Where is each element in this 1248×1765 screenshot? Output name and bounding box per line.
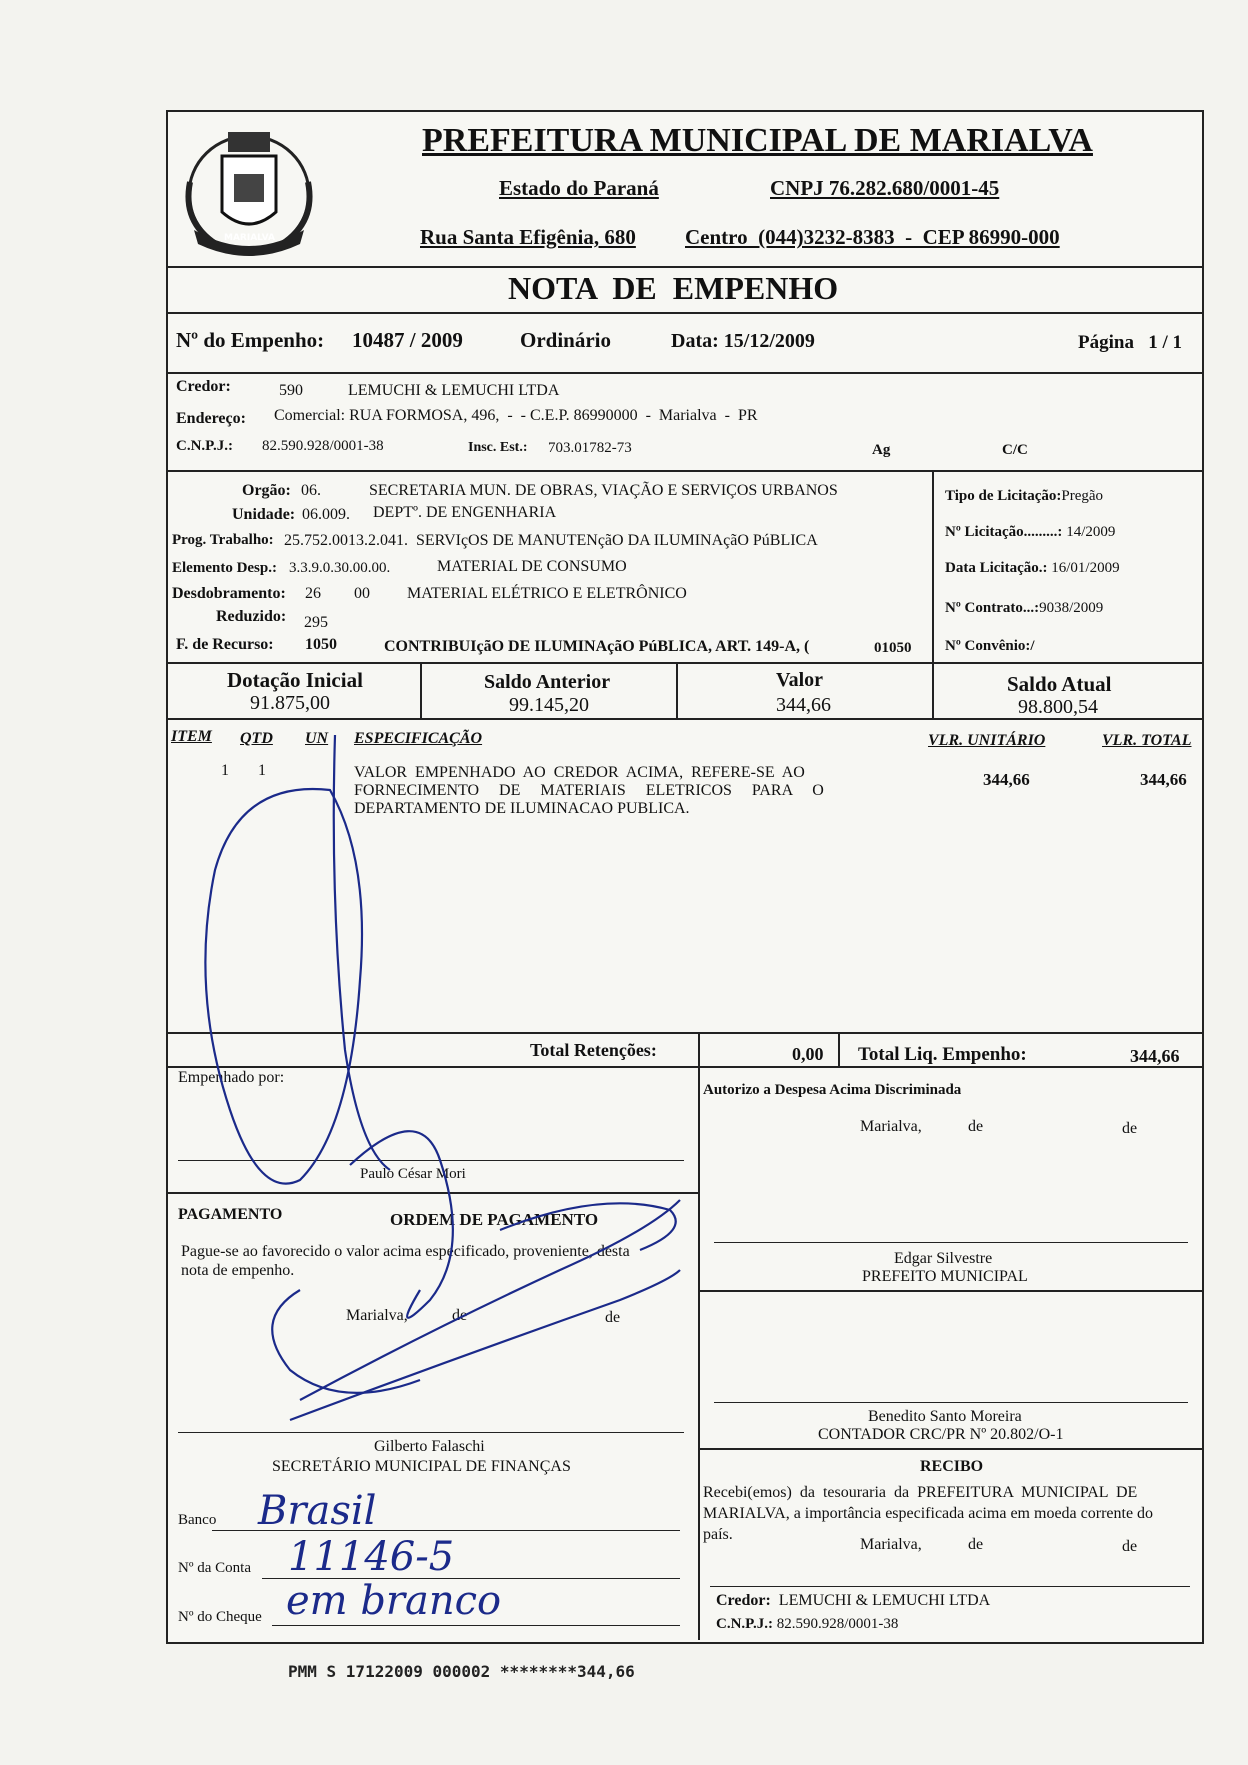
orgao-code: 06.	[301, 482, 321, 499]
elemento-label: Elemento Desp.:	[172, 560, 277, 576]
conta-handwritten: 11146-5	[288, 1534, 455, 1580]
elemento-name: MATERIAL DE CONSUMO	[437, 558, 627, 575]
item-desc-line3: DEPARTAMENTO DE ILUMINACAO PUBLICA.	[354, 800, 690, 817]
recibo-title: RECIBO	[920, 1458, 984, 1475]
cnpj-label: CNPJ 76.282.680/0001-45	[770, 176, 1000, 200]
recibo-text-1: Recebi(emos) da tesouraria da PREFEITURA MUNICIPAL DE	[703, 1484, 1138, 1501]
desdobramento-label: Desdobramento:	[172, 585, 286, 602]
conta-label: Nº da Conta	[178, 1560, 251, 1576]
page-title: PREFEITURA MUNICIPAL DE MARIALVA	[422, 122, 1093, 159]
saldo-anterior-value: 99.145,20	[509, 694, 589, 716]
recibo-de-2: de	[1122, 1538, 1138, 1555]
valor-value: 344,66	[776, 694, 831, 716]
empenho-date: Data: 15/12/2009	[671, 330, 815, 352]
pagamento-de-1: de	[452, 1307, 468, 1324]
col-qtd: QTD	[240, 730, 273, 747]
credor-code: 590	[279, 382, 303, 399]
saldo-atual-value: 98.800,54	[1018, 696, 1098, 718]
banco-handwritten: Brasil	[258, 1488, 377, 1534]
item-total-value: 344,66	[1140, 770, 1187, 789]
secretario-role: SECRETÁRIO MUNICIPAL DE FINANÇAS	[272, 1458, 571, 1475]
prog-value: 25.752.0013.2.041. SERVIçOS DE MANUTENçãO DA ILUMINAçãO PúBLICA	[284, 532, 818, 549]
cnpj-field-value: 82.590.928/0001-38	[262, 438, 384, 454]
empenho-type: Ordinário	[520, 328, 612, 352]
item-desc-line1: VALOR EMPENHADO AO CREDOR ACIMA, REFERE-SE AO	[354, 764, 805, 781]
cnpj-field-label: C.N.P.J.:	[176, 438, 233, 454]
num-licitacao-label: Nº Licitação.........: 14/2009	[945, 524, 1116, 540]
recibo-credor-value: LEMUCHI & LEMUCHI LTDA	[778, 1592, 991, 1609]
item-qtd: 1	[258, 762, 266, 779]
liquido-label: Total Liq. Empenho:	[858, 1044, 1027, 1065]
empenhado-name: Paulo César Mori	[360, 1166, 466, 1182]
col-un: UN	[305, 730, 329, 747]
recurso-name: CONTRIBUIçãO DE ILUMINAçãO PúBLICA, ART. 149-A, (	[384, 638, 810, 655]
valor-label: Valor	[776, 669, 824, 691]
col-unit-value: VLR. UNITÁRIO	[928, 732, 1046, 749]
credor-name: LEMUCHI & LEMUCHI LTDA	[348, 382, 560, 399]
pagamento-text-2: nota de empenho.	[181, 1262, 295, 1279]
data-licitacao-label: Data Licitação.: 16/01/2009	[945, 560, 1120, 576]
autorizo-place: Marialva,	[860, 1118, 922, 1135]
empenho-number: 10487 / 2009	[352, 328, 463, 352]
dotacao-value: 91.875,00	[250, 692, 330, 714]
reduzido-label: Reduzido:	[216, 608, 287, 625]
contact-label: Centro (044)3232-8383 - CEP 86990-000	[685, 225, 1060, 249]
desdobramento-name: MATERIAL ELÉTRICO E ELETRÔNICO	[407, 585, 687, 602]
cc-label: C/C	[1002, 442, 1028, 458]
desdobramento-code1: 26	[305, 585, 321, 602]
contador-role: CONTADOR CRC/PR Nº 20.802/O-1	[818, 1426, 1064, 1443]
insc-label: Insc. Est.:	[468, 440, 528, 455]
recibo-credor-label: Credor:	[716, 1592, 771, 1609]
item-desc-line2: FORNECIMENTO DE MATERIAIS ELETRICOS PARA O	[354, 782, 824, 799]
dotacao-label: Dotação Inicial	[227, 668, 363, 692]
desdobramento-code2: 00	[354, 585, 370, 602]
tipo-licitacao-label: Tipo de Licitação:Pregão	[945, 488, 1104, 504]
document-title: NOTA DE EMPENHO	[508, 270, 839, 306]
state-label: Estado do Paraná	[499, 176, 659, 200]
recibo-cnpj-label: C.N.P.J.:	[716, 1616, 773, 1632]
prefeito-role: PREFEITO MUNICIPAL	[862, 1268, 1028, 1285]
autorizo-de-1: de	[968, 1118, 984, 1135]
reduzido-value: 295	[304, 614, 328, 631]
street-label: Rua Santa Efigênia, 680	[420, 225, 636, 249]
insc-value: 703.01782-73	[548, 440, 632, 456]
col-total-value: VLR. TOTAL	[1102, 732, 1192, 749]
recibo-text-2: MARIALVA, a importância especificada acima em moeda corrente do	[703, 1505, 1154, 1522]
item-number: 1	[221, 762, 229, 779]
recurso-label: F. de Recurso:	[176, 636, 274, 653]
banco-label: Banco	[178, 1512, 217, 1528]
recibo-cnpj-value: 82.590.928/0001-38	[776, 1616, 899, 1632]
recibo-de-1: de	[968, 1536, 984, 1553]
recurso-code: 1050	[305, 636, 337, 653]
autorizo-label: Autorizo a Despesa Acima Discriminada	[703, 1082, 962, 1098]
pagamento-de-2: de	[605, 1309, 621, 1326]
orgao-name: SECRETARIA MUN. DE OBRAS, VIAÇÃO E SERVIÇOS URBANOS	[369, 482, 838, 499]
autorizo-de-2: de	[1122, 1120, 1138, 1137]
crest-motto: MARIALVA	[224, 233, 275, 243]
retencoes-label: Total Retenções:	[530, 1040, 657, 1060]
orgao-label: Orgão:	[242, 482, 291, 499]
pagamento-place: Marialva,	[346, 1307, 408, 1324]
contador-name: Benedito Santo Moreira	[868, 1408, 1022, 1425]
mechanical-stamp: PMM S 17122009 000002 ********344,66	[288, 1662, 635, 1681]
contrato-label: Nº Contrato...:9038/2009	[945, 600, 1104, 616]
liquido-value: 344,66	[1130, 1046, 1180, 1066]
recibo-text-3: país.	[703, 1526, 733, 1543]
cheque-label: Nº do Cheque	[178, 1609, 262, 1625]
convenio-label: Nº Convênio:/	[945, 638, 1035, 654]
recurso-code2: 01050	[874, 640, 912, 656]
empenho-label: Nº do Empenho:	[176, 328, 325, 352]
prefeito-name: Edgar Silvestre	[894, 1250, 993, 1267]
prog-label: Prog. Trabalho:	[172, 532, 274, 548]
unidade-code: 06.009.	[302, 506, 350, 523]
pagamento-label: PAGAMENTO	[178, 1206, 283, 1223]
saldo-anterior-label: Saldo Anterior	[484, 671, 611, 693]
retencoes-value: 0,00	[792, 1044, 824, 1064]
unidade-label: Unidade:	[232, 506, 296, 523]
unidade-name: DEPTº. DE ENGENHARIA	[373, 504, 557, 521]
col-especificacao: ESPECIFICAÇÃO	[354, 730, 483, 747]
empenhado-label: Empenhado por:	[178, 1069, 285, 1086]
ag-label: Ag	[872, 442, 891, 458]
saldo-atual-label: Saldo Atual	[1007, 672, 1112, 696]
page-number: Página 1 / 1	[1078, 332, 1182, 353]
ordem-pagamento-label: ORDEM DE PAGAMENTO	[390, 1210, 599, 1229]
col-item: ITEM	[171, 728, 212, 745]
address-label: Endereço:	[176, 410, 246, 427]
credor-label: Credor:	[176, 378, 231, 395]
secretario-name: Gilberto Falaschi	[374, 1438, 485, 1455]
pagamento-text-1: Pague-se ao favorecido o valor acima especificado, proveniente, desta	[181, 1243, 630, 1260]
address-value: Comercial: RUA FORMOSA, 496, - - C.E.P. 86990000 - Marialva - PR	[274, 407, 758, 424]
elemento-code: 3.3.9.0.30.00.00.	[289, 560, 391, 576]
recibo-place: Marialva,	[860, 1536, 922, 1553]
item-unit-value: 344,66	[983, 770, 1030, 789]
cheque-handwritten: em branco	[286, 1578, 502, 1624]
